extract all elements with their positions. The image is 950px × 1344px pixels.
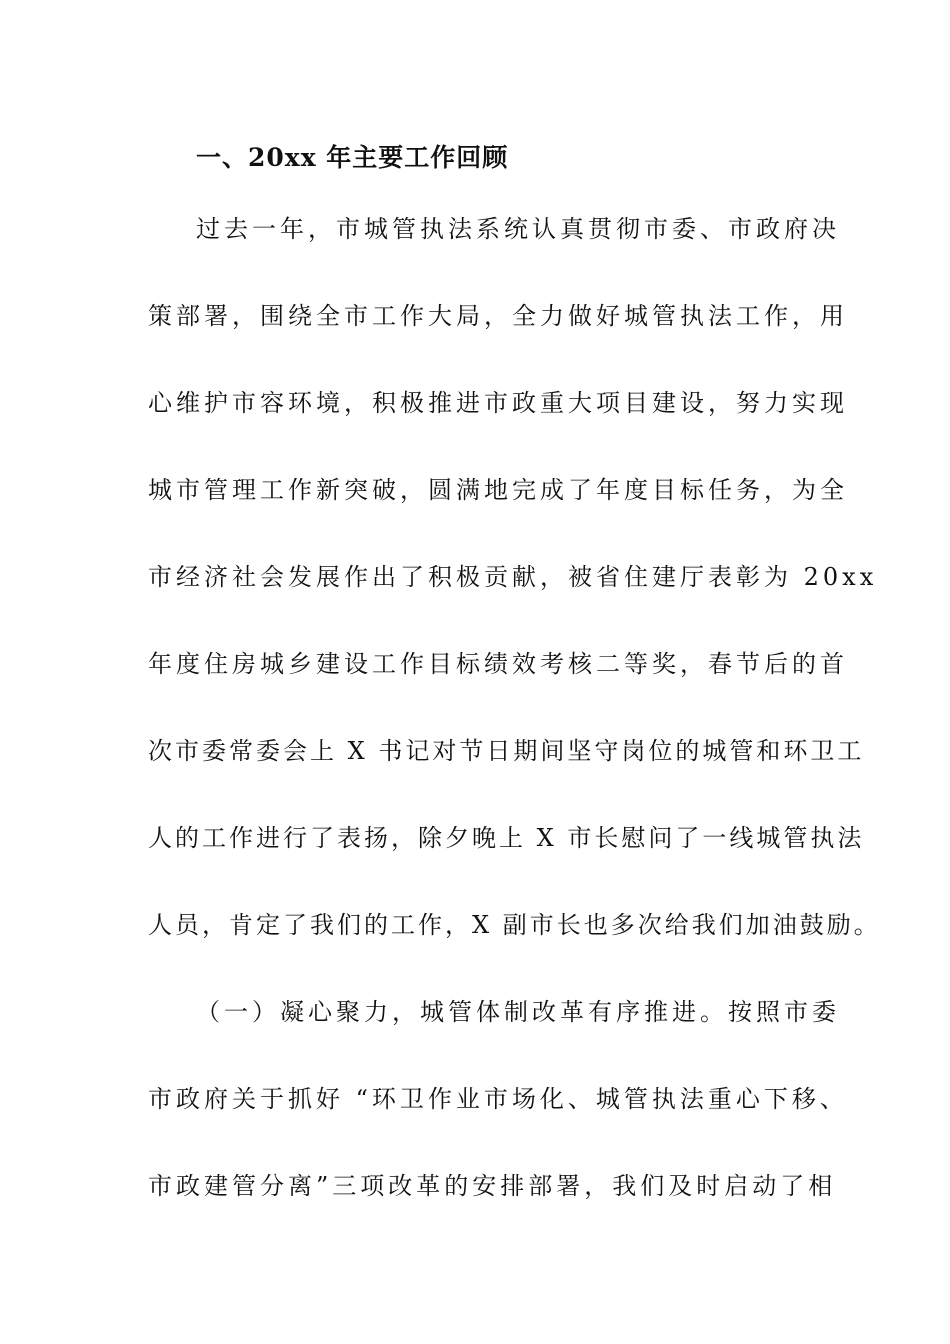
paragraph-line: 人员，肯定了我们的工作，X 副市长也多次给我们加油鼓励。 [148,911,881,939]
section-heading: 一、20xx 年主要工作回顾 [196,143,509,172]
paragraph-line: 城市管理工作新突破，圆满地完成了年度目标任务，为全 [148,476,848,504]
paragraph-line: （一）凝心聚力，城管体制改革有序推进。按照市委 [196,998,840,1026]
paragraph-line: 市政府关于抓好 “环卫作业市场化、城管执法重心下移、 [148,1085,848,1113]
paragraph-line: 市经济社会发展作出了积极贡献，被省住建厅表彰为 20xx [148,563,878,591]
paragraph-line: 市政建管分离”三项改革的安排部署，我们及时启动了相 [148,1172,837,1200]
paragraph-line: 心维护市容环境，积极推进市政重大项目建设，努力实现 [148,389,848,417]
paragraph-line: 过去一年，市城管执法系统认真贯彻市委、市政府决 [196,215,840,243]
paragraph-line: 策部署，围绕全市工作大局，全力做好城管执法工作，用 [148,302,848,330]
paragraph-line: 年度住房城乡建设工作目标绩效考核二等奖，春节后的首 [148,650,848,678]
paragraph-line: 次市委常委会上 X 书记对节日期间坚守岗位的城管和环卫工 [148,737,865,765]
paragraph-line: 人的工作进行了表扬，除夕晚上 X 市长慰问了一线城管执法 [148,824,865,852]
